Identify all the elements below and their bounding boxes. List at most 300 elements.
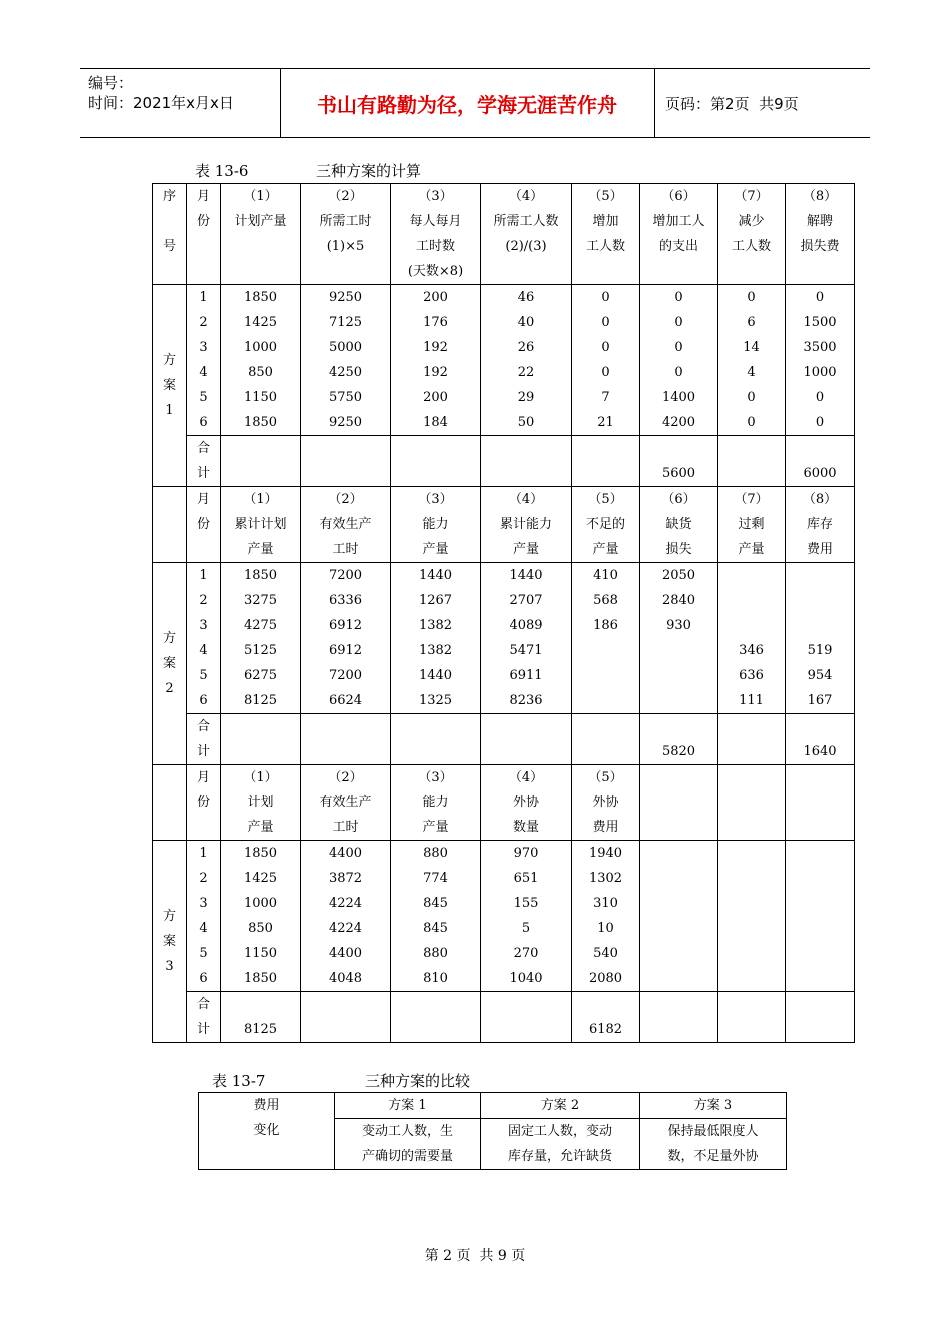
- cell-line: （3）: [418, 492, 453, 507]
- cell-line: 176: [423, 315, 448, 330]
- cell-line: 过剩: [738, 517, 765, 532]
- cell-line: 6: [199, 971, 208, 986]
- total-value: [391, 714, 481, 765]
- total-value: [640, 436, 718, 487]
- cell-line: 1640: [803, 744, 837, 759]
- cell-line: 167: [807, 693, 833, 708]
- cell-line: 计划: [247, 795, 274, 810]
- cell-line: 26: [517, 340, 535, 355]
- cell-line: 1000: [243, 340, 278, 355]
- cell-line: 4400: [328, 946, 363, 961]
- cell-line: 186: [593, 618, 618, 633]
- column-values: [391, 563, 481, 714]
- cell-line: 案: [162, 378, 176, 393]
- cell-line: [718, 916, 785, 941]
- cell-line: [786, 563, 854, 588]
- cell-line: （8）: [802, 492, 838, 507]
- cell-line: 1302: [588, 871, 623, 886]
- table2-caption-number: 表 13-7: [212, 1072, 266, 1090]
- cell-line: 变化: [253, 1123, 280, 1138]
- cell-line: 费用: [253, 1098, 280, 1113]
- cell-line: 880: [423, 946, 448, 961]
- header-page-info: 页码：第2页 共9页: [665, 94, 799, 113]
- cell-line: 工人数: [585, 239, 625, 254]
- cell-line: 7200: [328, 568, 363, 583]
- cell-line: 增加工人: [652, 214, 705, 229]
- cell-line: 6: [199, 415, 208, 430]
- cell-line: （3）: [418, 189, 453, 204]
- cell-line: 4275: [243, 618, 278, 633]
- cell-line: 1382: [418, 643, 453, 658]
- cell-line: 6336: [328, 593, 363, 608]
- total-value: [572, 992, 640, 1043]
- row-header: [199, 1093, 335, 1170]
- cell-line: [640, 941, 717, 966]
- cell-line: 份: [196, 795, 210, 810]
- cell-line: [640, 891, 717, 916]
- cell-line: 方: [162, 353, 176, 368]
- plan-total-row: [153, 436, 855, 487]
- cell-line: 3: [199, 618, 208, 633]
- cell-line: 5600: [661, 466, 696, 481]
- total-value: [221, 714, 301, 765]
- cell-line: 930: [666, 618, 691, 633]
- cell-line: 5125: [243, 643, 278, 658]
- cell-line: 4400: [328, 846, 363, 861]
- comparison-header-row: [199, 1093, 787, 1119]
- cell-line: 合: [196, 719, 210, 734]
- total-value: [481, 714, 572, 765]
- total-value: [718, 436, 786, 487]
- cell-line: [786, 966, 854, 991]
- column-header: [786, 184, 855, 285]
- cell-line: 产量: [422, 542, 449, 557]
- column-values: [391, 841, 481, 992]
- total-value: [301, 436, 391, 487]
- cell-line: 6911: [509, 668, 543, 683]
- column-header: [640, 487, 718, 563]
- cell-line: 1267: [418, 593, 453, 608]
- cell-line: 2050: [661, 568, 696, 583]
- plan-data-row: [153, 285, 855, 436]
- column-values: [786, 285, 855, 436]
- month-header: [187, 184, 221, 285]
- cell-line: 200: [423, 390, 448, 405]
- column-values: [572, 841, 640, 992]
- cell-line: 每人每月: [409, 214, 462, 229]
- cell-line: 4: [199, 365, 208, 380]
- month-values: [187, 285, 221, 436]
- header-divider: [654, 69, 655, 137]
- cell-line: 410: [593, 568, 618, 583]
- column-header: [221, 487, 301, 563]
- cell-line: [786, 841, 854, 866]
- plan-label: [153, 563, 187, 765]
- cell-line: [718, 563, 785, 588]
- cell-line: 5471: [509, 643, 543, 658]
- cell-line: 3: [199, 340, 208, 355]
- cell-line: [221, 739, 300, 764]
- cell-line: 6912: [328, 643, 363, 658]
- plan-name: [335, 1093, 481, 1119]
- cell-line: 累计计划: [234, 517, 287, 532]
- cell-line: [391, 461, 480, 486]
- cell-line: [786, 866, 854, 891]
- page-footer: 第 2 页 共 9 页: [424, 1248, 526, 1264]
- column-header: [572, 184, 640, 285]
- cell-line: 6: [199, 693, 208, 708]
- cell-line: （2）: [328, 770, 363, 785]
- cell-line: 所需工人数: [493, 214, 559, 229]
- cell-line: （6）: [661, 492, 696, 507]
- cell-line: 651: [513, 871, 539, 886]
- cell-line: 1: [199, 846, 208, 861]
- column-values: [640, 563, 718, 714]
- cell-line: 变动工人数，生: [361, 1124, 453, 1139]
- cell-line: 22: [517, 365, 535, 380]
- cell-line: 4048: [328, 971, 363, 986]
- cell-line: 固定工人数，变动: [507, 1124, 612, 1139]
- cell-line: 合: [196, 441, 210, 456]
- column-header: [301, 765, 391, 841]
- cell-line: 46: [517, 290, 535, 305]
- cell-line: [301, 461, 390, 486]
- total-value: [221, 436, 301, 487]
- column-header: [221, 765, 301, 841]
- cell-line: 3: [165, 959, 174, 974]
- total-value: [301, 992, 391, 1043]
- column-header: [481, 765, 572, 841]
- plan-label: [153, 285, 187, 487]
- total-value: [481, 992, 572, 1043]
- cell-line: [572, 739, 639, 764]
- column-header: [718, 487, 786, 563]
- cell-line: 4250: [328, 365, 363, 380]
- cell-line: 0: [815, 390, 825, 405]
- cell-line: 工时: [332, 542, 359, 557]
- plan-description: [481, 1119, 640, 1170]
- cell-line: 1325: [418, 693, 453, 708]
- total-value: [391, 992, 481, 1043]
- cell-line: [786, 588, 854, 613]
- cell-line: 产量: [422, 820, 449, 835]
- cell-line: 0: [674, 290, 683, 305]
- cell-line: [640, 841, 717, 866]
- column-values: [572, 563, 640, 714]
- cell-line: 库存量，允许缺货: [507, 1149, 612, 1164]
- cell-line: 产量: [247, 820, 274, 835]
- cell-line: （2）: [328, 189, 363, 204]
- cell-line: [640, 688, 717, 713]
- cell-line: 346: [739, 643, 764, 658]
- cell-line: 有效生产: [319, 795, 372, 810]
- cell-line: 月: [196, 770, 210, 785]
- cell-line: 1850: [243, 415, 278, 430]
- table1-caption-title: 三种方案的计算: [316, 162, 422, 180]
- cell-line: [786, 1017, 854, 1042]
- cell-line: 计: [196, 466, 210, 481]
- cell-line: 50: [517, 415, 535, 430]
- column-values: [481, 563, 572, 714]
- cell-line: 519: [807, 643, 833, 658]
- cell-line: [718, 891, 785, 916]
- cell-line: (天数×8): [407, 264, 464, 279]
- cell-line: 540: [593, 946, 618, 961]
- total-label: [187, 714, 221, 765]
- plan-name: [481, 1093, 640, 1119]
- total-label: [187, 992, 221, 1043]
- column-header: [572, 765, 640, 841]
- total-value: [481, 436, 572, 487]
- cell-line: 0: [815, 290, 825, 305]
- cell-line: 184: [423, 415, 448, 430]
- cell-line: 8125: [243, 1022, 278, 1037]
- cell-line: [391, 1017, 480, 1042]
- cell-line: 4: [747, 365, 756, 380]
- cell-line: 5: [199, 668, 208, 683]
- cell-line: （5）: [588, 189, 623, 204]
- seq-header-blank: [153, 487, 187, 563]
- column-header: [786, 487, 855, 563]
- cell-line: 1850: [243, 971, 278, 986]
- cell-line: (1)×5: [326, 239, 365, 254]
- cell-line: （4）: [508, 770, 544, 785]
- column-header: [640, 765, 718, 841]
- cell-line: 5: [199, 946, 208, 961]
- cell-line: 3275: [243, 593, 278, 608]
- cell-line: 4224: [328, 896, 363, 911]
- total-value: [718, 992, 786, 1043]
- cell-line: 29: [517, 390, 535, 405]
- cell-line: 1850: [243, 846, 278, 861]
- table1-caption-number: 表 13-6: [195, 162, 249, 180]
- cell-line: 10: [597, 921, 614, 936]
- cell-line: （5）: [588, 770, 623, 785]
- cell-line: [221, 461, 300, 486]
- cell-line: （7）: [734, 492, 769, 507]
- column-header: [391, 487, 481, 563]
- column-header: [786, 765, 855, 841]
- column-values: [301, 285, 391, 436]
- cell-line: 案: [162, 656, 176, 671]
- cell-line: 4224: [328, 921, 363, 936]
- cell-line: 2080: [588, 971, 623, 986]
- cell-line: 8236: [509, 693, 543, 708]
- cell-line: （3）: [418, 770, 453, 785]
- plan-label: [153, 841, 187, 1043]
- cell-line: 970: [513, 846, 539, 861]
- cell-line: 计: [196, 744, 210, 759]
- column-header: [481, 487, 572, 563]
- cell-line: 7125: [328, 315, 363, 330]
- cell-line: 0: [674, 340, 683, 355]
- cell-line: 845: [423, 921, 448, 936]
- plan-header-row: [153, 765, 855, 841]
- cell-line: 7: [601, 390, 610, 405]
- month-header: [187, 487, 221, 563]
- cell-line: (2)/(3): [505, 239, 547, 254]
- cell-line: 200: [423, 290, 448, 305]
- cell-line: 解聘: [806, 214, 833, 229]
- cell-line: 产量: [738, 542, 765, 557]
- cell-line: 费用: [806, 542, 833, 557]
- cell-line: [786, 891, 854, 916]
- cell-line: 产量: [592, 542, 619, 557]
- cell-line: 序: [162, 189, 176, 204]
- column-values: [221, 841, 301, 992]
- column-header: [221, 184, 301, 285]
- cell-line: 1382: [418, 618, 453, 633]
- column-values: [640, 841, 718, 992]
- cell-line: 工人数: [731, 239, 771, 254]
- cell-line: 568: [593, 593, 618, 608]
- cell-line: 产量: [247, 542, 274, 557]
- cell-line: [301, 1017, 390, 1042]
- column-header: [572, 487, 640, 563]
- cell-line: 5: [199, 390, 208, 405]
- cell-line: [481, 1017, 571, 1042]
- cell-line: 954: [807, 668, 833, 683]
- cell-line: （5）: [588, 492, 623, 507]
- cell-line: [718, 841, 785, 866]
- cell-line: 4200: [661, 415, 696, 430]
- total-value: [301, 714, 391, 765]
- cell-line: [718, 941, 785, 966]
- cell-line: [301, 739, 390, 764]
- cell-line: 7200: [328, 668, 363, 683]
- cell-line: [572, 688, 639, 713]
- total-value: [786, 714, 855, 765]
- total-value: [572, 436, 640, 487]
- cell-line: [391, 739, 480, 764]
- cell-line: 0: [601, 315, 610, 330]
- cell-line: 850: [248, 921, 273, 936]
- plan-description: [640, 1119, 787, 1170]
- cell-line: [153, 209, 186, 234]
- cell-line: 1150: [243, 946, 278, 961]
- cell-line: 有效生产: [319, 517, 372, 532]
- cell-line: 4: [199, 921, 208, 936]
- cell-line: 1440: [509, 568, 543, 583]
- cell-line: 1425: [243, 315, 278, 330]
- number-label: 编号：: [88, 74, 134, 92]
- cell-line: 所需工时: [319, 214, 372, 229]
- cell-line: 5820: [661, 744, 696, 759]
- cell-line: （2）: [328, 492, 363, 507]
- cell-line: （1）: [243, 770, 278, 785]
- column-values: [221, 285, 301, 436]
- cell-line: 845: [423, 896, 448, 911]
- column-values: [481, 285, 572, 436]
- cell-line: 880: [423, 846, 448, 861]
- cell-line: 0: [674, 365, 683, 380]
- cell-line: 3500: [803, 340, 837, 355]
- cell-line: 能力: [422, 795, 449, 810]
- cell-line: 外协: [592, 795, 619, 810]
- cell-line: 4: [199, 643, 208, 658]
- column-values: [718, 563, 786, 714]
- cell-line: 2: [199, 871, 208, 886]
- cell-line: [572, 638, 639, 663]
- cell-line: [718, 866, 785, 891]
- cell-line: 累计能力: [499, 517, 552, 532]
- plan-header-row: [153, 487, 855, 563]
- cell-line: 库存: [806, 517, 833, 532]
- column-values: [572, 285, 640, 436]
- cell-line: 月: [196, 492, 210, 507]
- month-header: [187, 765, 221, 841]
- cell-line: 能力: [422, 517, 449, 532]
- plan-data-row: [153, 563, 855, 714]
- column-values: [786, 563, 855, 714]
- cell-line: [786, 613, 854, 638]
- cell-line: [786, 941, 854, 966]
- cell-line: [640, 866, 717, 891]
- column-values: [786, 841, 855, 992]
- column-header: [391, 765, 481, 841]
- cell-line: 1150: [243, 390, 278, 405]
- cell-line: 270: [513, 946, 539, 961]
- cell-line: 1: [165, 403, 174, 418]
- cell-line: 6000: [803, 466, 837, 481]
- total-value: [786, 436, 855, 487]
- column-header: [718, 184, 786, 285]
- cell-line: 4089: [509, 618, 543, 633]
- total-value: [718, 714, 786, 765]
- cell-line: [718, 588, 785, 613]
- cell-line: 14: [743, 340, 760, 355]
- cell-line: 9250: [328, 290, 363, 305]
- cell-line: [640, 663, 717, 688]
- cell-line: 310: [593, 896, 618, 911]
- cell-line: 份: [196, 214, 210, 229]
- cell-line: [718, 1017, 785, 1042]
- cell-line: 份: [196, 517, 210, 532]
- page-header: [80, 68, 870, 138]
- column-values: [301, 563, 391, 714]
- cell-line: 2840: [661, 593, 696, 608]
- cell-line: 合: [196, 997, 210, 1012]
- cell-line: [640, 1017, 717, 1042]
- cell-line: [572, 461, 639, 486]
- cell-line: 1000: [803, 365, 837, 380]
- cell-line: 0: [747, 290, 756, 305]
- cell-line: 数，不足量外协: [667, 1149, 759, 1164]
- cell-line: 1: [199, 568, 208, 583]
- cell-line: 1000: [243, 896, 278, 911]
- total-value: [391, 436, 481, 487]
- cell-line: 3872: [328, 871, 363, 886]
- cell-line: 8125: [243, 693, 278, 708]
- cell-line: 6: [747, 315, 756, 330]
- total-value: [640, 714, 718, 765]
- cell-line: 1040: [509, 971, 543, 986]
- cell-line: 0: [601, 340, 610, 355]
- cell-line: 1440: [418, 668, 453, 683]
- cell-line: 40: [517, 315, 535, 330]
- cell-line: [481, 461, 571, 486]
- cell-line: [481, 739, 571, 764]
- cell-line: 6275: [243, 668, 278, 683]
- total-value: [786, 992, 855, 1043]
- cell-line: 计划产量: [234, 214, 287, 229]
- cell-line: 6912: [328, 618, 363, 633]
- cell-line: 方: [162, 631, 176, 646]
- cell-line: 6182: [588, 1022, 623, 1037]
- cell-line: 工时: [332, 820, 359, 835]
- cell-line: 0: [747, 415, 756, 430]
- plan-calculation-table: [152, 183, 855, 1043]
